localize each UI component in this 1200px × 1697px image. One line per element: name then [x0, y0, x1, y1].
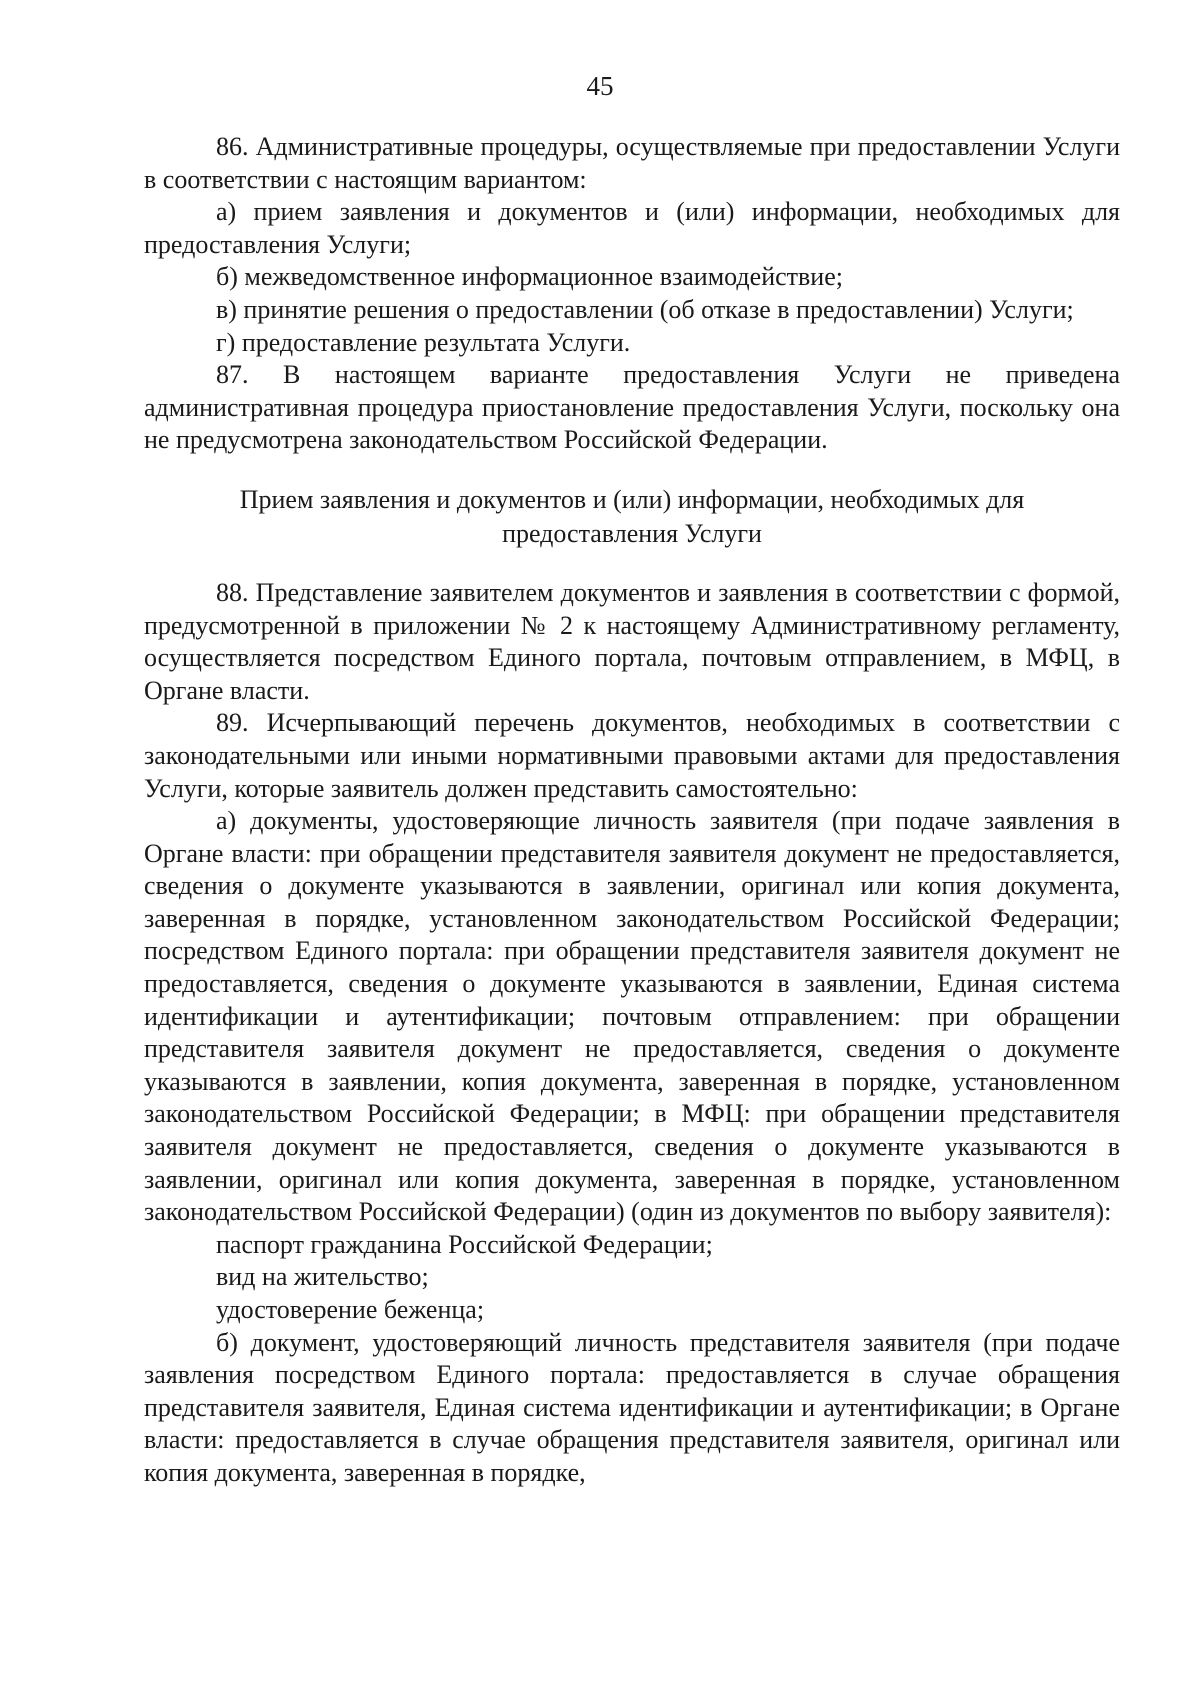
paragraph-86: 86. Административные процедуры, осуществляемые при предоставлении Услуги в соответствии с настоящим вариантом:	[144, 132, 1120, 194]
document-option-residence-permit: вид на жительство;	[216, 1262, 429, 1292]
paragraph-87: 87. В настоящем варианте предоставления Услуги не приведена административная процедура приостановление предоставления Услуги, поскольку она не предусмотрена законодательством Российской Федерации.	[144, 360, 1120, 455]
list-item-b: б) межведомственное информационное взаимодействие;	[216, 262, 843, 292]
page-number: 45	[586, 71, 614, 101]
list-item-v: в) принятие решения о предоставлении (об отказе в предоставлении) Услуги;	[216, 294, 1074, 324]
paragraph-89-a: а) документы, удостоверяющие личность заявителя (при подаче заявления в Органе власти: при обращении представителя заявителя документ не предоставляется, сведения о документе указываются в заявлении, оригинал или копия документа, заверенная в порядке, установленном законодательством Российской Федерации; посредством Единого портала: при обращении представителя заявителя документ не предоставляется, сведения о документе указываются в заявлении, Единая система идентификации и аутентификации; почтовым отправлением: при обращении представителя заявителя документ не предоставляется, сведения о документе указываются в заявлении, копия документа, заверенная в порядке, установленном законодательством Российской Федерации; в МФЦ: при обращении представителя заявителя документ не предоставляется, сведения о документе указываются в заявлении, оригинал или копия документа, заверенная в порядке, установленном законодательством Российской Федерации) (один из документов по выбору заявителя):	[144, 806, 1120, 1227]
list-item-g: г) предоставление результата Услуги.	[216, 327, 631, 357]
paragraph-89-b: б) документ, удостоверяющий личность представителя заявителя (при подаче заявления посредством Единого портала: предоставляется в случае обращения представителя заявителя, Единая система идентификации и аутентификации; в Органе власти: предоставляется в случае обращения представителя заявителя, оригинал или копия документа, заверенная в порядке,	[144, 1327, 1120, 1487]
section-heading: Прием заявления и документов и (или) информации, необходимых для предоставления Услуги	[239, 484, 1025, 548]
list-item-a: а) прием заявления и документов и (или) информации, необходимых для предоставления Услуги;	[144, 197, 1120, 259]
paragraph-89: 89. Исчерпывающий перечень документов, необходимых в соответствии с законодательными или иными нормативными правовыми актами для предоставления Услуги, которые заявитель должен представить самостоятельно:	[144, 708, 1120, 803]
document-option-refugee-certificate: удостоверение беженца;	[216, 1295, 485, 1324]
document-option-passport: паспорт гражданина Российской Федерации;	[216, 1229, 713, 1259]
paragraph-88: 88. Представление заявителем документов и заявления в соответствии с формой, предусмотренной в приложении № 2 к настоящему Административному регламенту, осуществляется посредством Единого портала, почтовым отправлением, в МФЦ, в Органе власти.	[144, 577, 1120, 705]
document-body	[144, 131, 1120, 1490]
